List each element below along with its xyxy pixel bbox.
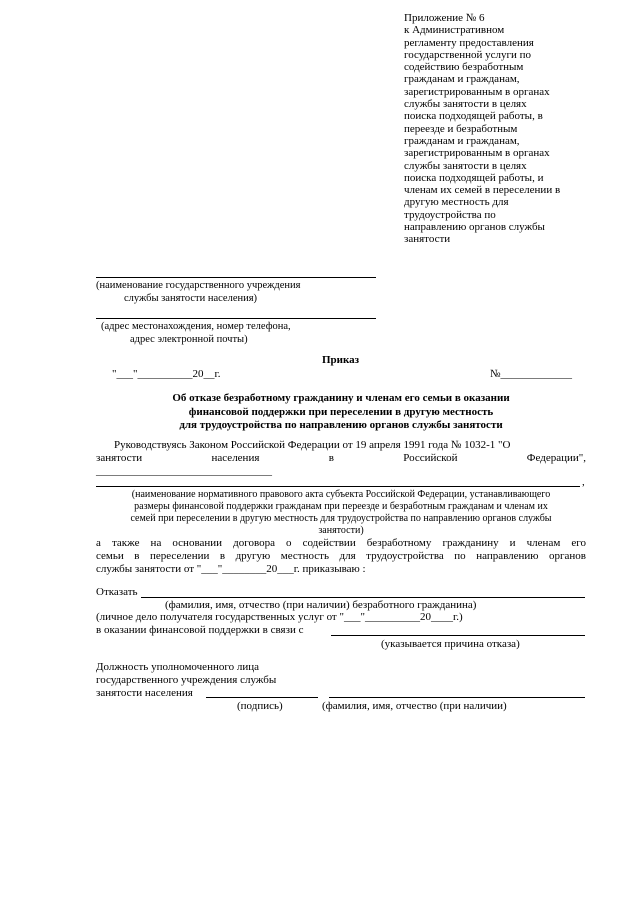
institution-name-caption: службы занятости населения) — [124, 293, 258, 304]
appendix-line: службы занятости в целях — [404, 159, 527, 172]
appendix-line: государственной услуги по — [404, 48, 532, 61]
guided-by-law-line: занятости населения в Российской Федерации", — [96, 452, 586, 464]
regulation-caption: (наименование нормативного правового акта субъекта Российской Федерации, устанавливающего — [131, 489, 551, 500]
appendix-line: направлению органов службы — [404, 221, 545, 234]
personal-case-line: (личное дело получателя государственных услуг от "___"__________20____г.) — [96, 611, 463, 623]
regulation-line — [96, 486, 580, 487]
official-position-line: Должность уполномоченного лица — [96, 661, 259, 673]
appendix-line: Приложение № 6 — [404, 12, 485, 24]
institution-address-caption: адрес электронной почты) — [130, 334, 248, 345]
appendix-line: переезде и безработным — [404, 122, 518, 135]
appendix-line: другую местность для — [404, 196, 509, 209]
official-position-line: занятости населения — [96, 687, 193, 699]
appendix-line: поиска подходящей работы, и — [404, 171, 544, 184]
appendix-line: трудоустройства по — [404, 208, 496, 221]
institution-address-caption: (адрес местонахождения, номер телефона, — [101, 321, 291, 332]
order-title-line: для трудоустройства по направлению органов службы занятости — [179, 419, 503, 431]
regulation-caption: занятости) — [318, 525, 364, 536]
order-title — [96, 392, 586, 433]
appendix-line: членам их семей в переселении в — [404, 184, 561, 197]
refuse-reason-label: в оказании финансовой поддержки в связи с — [96, 624, 304, 636]
appendix-line: регламенту предоставления — [404, 36, 534, 49]
order-heading: Приказ — [322, 354, 360, 366]
signature-line — [206, 697, 318, 698]
refuse-reason-caption: (указывается причина отказа) — [381, 638, 520, 650]
appendix-line: зарегистрированным в органах — [404, 85, 550, 98]
refuse-fio-line — [141, 597, 585, 598]
regulation-caption: семей при переселении в другую местность для трудоустройства по направлению органов службы — [130, 513, 552, 524]
official-position-line: государственного учреждения службы — [96, 674, 277, 686]
contract-line: а также на основании договора о содействии безработному гражданину и членам его — [96, 537, 586, 549]
order-number-field: №_____________ — [490, 368, 572, 380]
appendix-line: зарегистрированным в органах — [404, 147, 550, 160]
appendix-line: занятости — [404, 233, 451, 246]
order-title-line: финансовой поддержки при переселении в другую местность — [188, 405, 494, 418]
contract-line: службы занятости от "___"________20___г. приказываю : — [96, 563, 366, 575]
contract-line: семьи в переселении в другую местность для трудоустройства по направлению органов — [96, 550, 586, 562]
institution-address-line — [96, 318, 376, 319]
appendix-line: гражданам и гражданам, — [404, 134, 520, 147]
refuse-reason-line — [331, 635, 585, 636]
appendix-line: службы занятости в целях — [404, 98, 527, 111]
guided-by-law-line: Руководствуясь Законом Российской Федерации от 19 апреля 1991 года № 1032-1 "О — [114, 439, 511, 451]
institution-name-caption: (наименование государственного учреждения — [96, 280, 301, 291]
refuse-label: Отказать — [96, 586, 138, 598]
appendix-line: к Административном — [404, 24, 505, 37]
refuse-fio-caption: (фамилия, имя, отчество (при наличии) безработного гражданина) — [165, 599, 477, 611]
regulation-blank-short: ________________________________ — [96, 465, 272, 477]
signer-fio-line — [329, 697, 585, 698]
signature-caption: (подпись) — [237, 700, 283, 712]
signer-fio-caption: (фамилия, имя, отчество (при наличии) — [322, 700, 507, 712]
appendix-line: поиска подходящей работы, в — [404, 110, 543, 123]
appendix-line: гражданам и гражданам, — [404, 73, 520, 86]
regulation-caption: размеры финансовой поддержки гражданам при переезде и безработным гражданам и членам их — [134, 501, 548, 512]
order-title-line: Об отказе безработному гражданину и членам его семьи в оказании — [172, 392, 510, 404]
regulation-comma: , — [582, 476, 585, 488]
order-date-field: "___"__________20__г. — [112, 368, 221, 380]
institution-name-line — [96, 277, 376, 278]
appendix-line: содействию безработным — [404, 61, 524, 74]
appendix-block — [404, 12, 594, 246]
